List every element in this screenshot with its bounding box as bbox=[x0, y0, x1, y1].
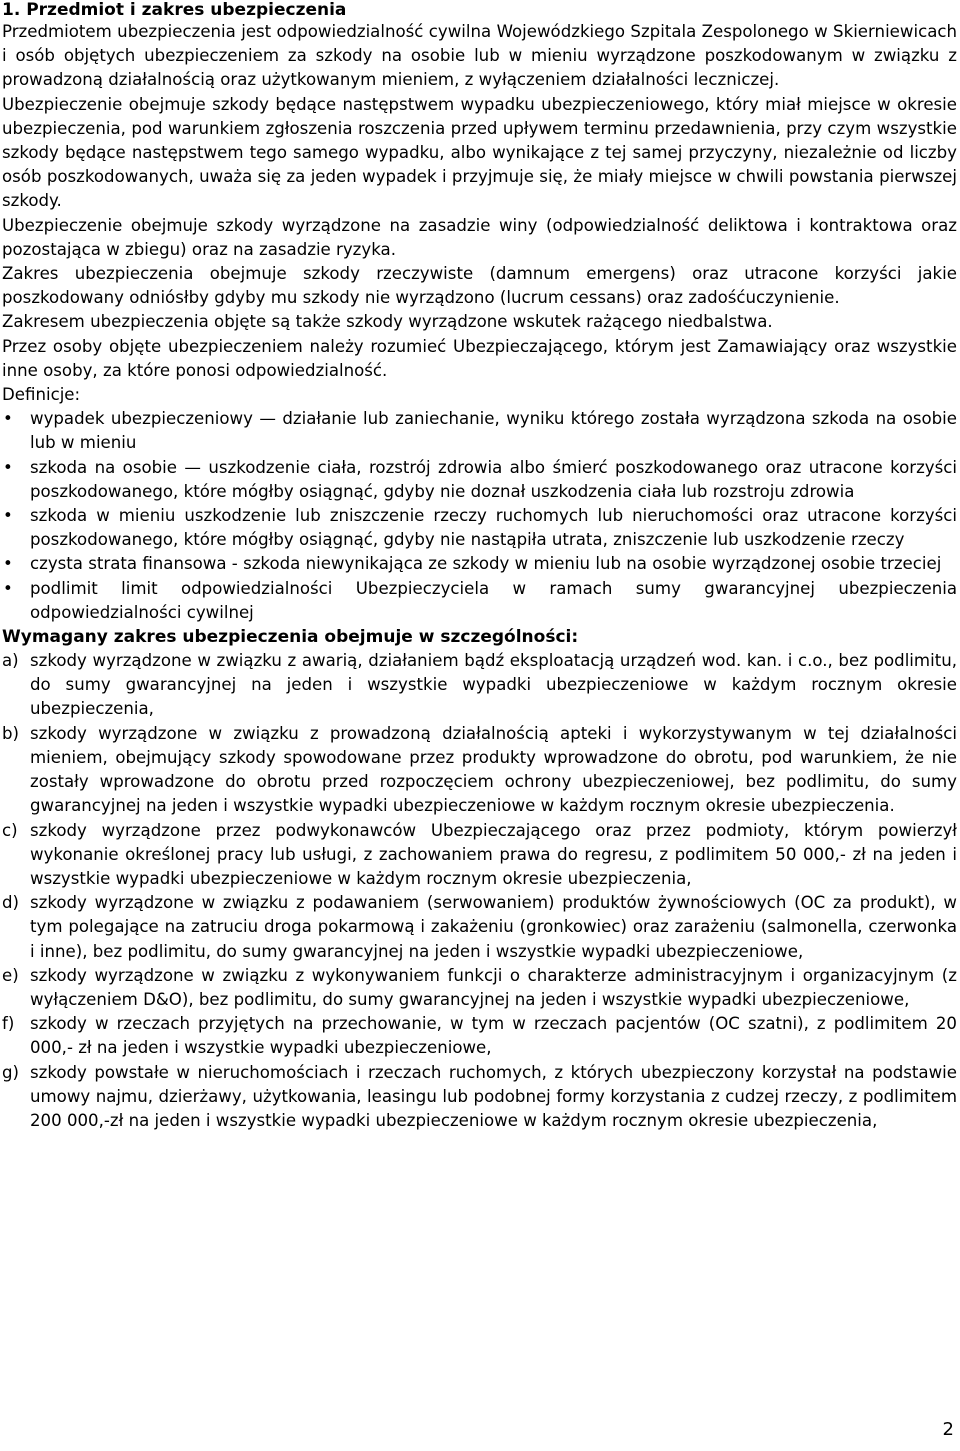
requirement-letter: b) bbox=[2, 723, 20, 743]
paragraph-insured-persons: Przez osoby objęte ubezpieczeniem należy rozumieć Ubezpieczającego, którym jest Zamawiający oraz wszystkie inne osoby, za które ponosi odpowiedzialność. bbox=[2, 336, 957, 380]
requirement-letter: f) bbox=[2, 1014, 15, 1034]
requirements-list bbox=[2, 649, 957, 1133]
requirement-item bbox=[2, 964, 957, 1012]
section-heading: 1. Przedmiot i zakres ubezpieczenia bbox=[2, 0, 347, 20]
paragraph-gross-negligence: Zakresem ubezpieczenia objęte są także szkody wyrządzone wskutek rażącego niedbalstwa. bbox=[2, 312, 773, 332]
requirement-text: szkody wyrządzone w związku z podawaniem (serwowaniem) produktów żywnościowych (OC za produkt), w tym polegające na zatruciu droga pokarmową i zakażeniu (gronkowiec) oraz zarażeniu (salmonella, czerwonka i inne), bez podlimitu, do sumy gwarancyjnej na jeden i wszystkie wypadki ubezpieczeniowe, bbox=[30, 893, 957, 961]
definitions-label: Definicje: bbox=[2, 385, 81, 405]
definition-text: szkoda w mieniu uszkodzenie lub zniszczenie rzeczy ruchomych lub nieruchomości oraz utracone korzyści poszkodowanego, które mógłby osiągnąć, gdyby nie nastąpiła utrata, zniszczenie lub uszkodzenie rzeczy bbox=[30, 506, 957, 550]
requirement-item bbox=[2, 891, 957, 964]
paragraph-subject: Przedmiotem ubezpieczenia jest odpowiedzialność cywilna Wojewódzkiego Szpitala Zespolonego w Skierniewicach i osób objętych ubezpieczeniem za szkody na osobie lub w mieniu wyrządzone poszkodowanym w związku z prowadzoną działalnością oraz użytkowanym mieniem, z wyłączeniem działalności leczniczej. bbox=[2, 22, 957, 90]
definition-text: wypadek ubezpieczeniowy — działanie lub zaniechanie, wyniku którego została wyrządzona szkoda na osobie lub w mieniu bbox=[30, 409, 957, 453]
bullet-icon: • bbox=[3, 578, 13, 598]
paragraph-fault-risk: Ubezpieczenie obejmuje szkody wyrządzone na zasadzie winy (odpowiedzialność deliktowa i kontraktowa oraz pozostająca w zbiegu) oraz na zasadzie ryzyka. bbox=[2, 215, 957, 259]
bullet-icon: • bbox=[3, 457, 13, 477]
requirement-letter: c) bbox=[2, 820, 18, 840]
requirement-text: szkody powstałe w nieruchomościach i rzeczach ruchomych, z których ubezpieczony korzystał na podstawie umowy najmu, dzierżawy, użytkowania, leasingu lub podobnej formy korzystania z cudzej rzeczy, z podlimitem 200 000,-zł na jeden i wszystkie wypadki ubezpieczeniowe w każdym rocznym okresie ubezpieczenia, bbox=[30, 1062, 957, 1130]
requirement-text: szkody wyrządzone w związku z prowadzoną działalnością apteki i wykorzystywanym w tej działalności mieniem, obejmujący szkody spowodowane przez produkty wprowadzone do obrotu, pod warunkiem, że nie zostały wprowadzone do obrotu przed rozpoczęciem ochrony ubezpieczeniowej, bez podlimitu, do sumy gwarancyjnej na jeden i wszystkie wypadki ubezpieczeniowe w każdym rocznym okresie ubezpieczenia. bbox=[30, 723, 957, 816]
requirement-letter: a) bbox=[2, 651, 19, 671]
requirement-letter: d) bbox=[2, 893, 20, 913]
definitions-list bbox=[2, 407, 957, 625]
requirement-item bbox=[2, 819, 957, 892]
definition-text: szkoda na osobie — uszkodzenie ciała, rozstrój zdrowia albo śmierć poszkodowanego oraz utracone korzyści poszkodowanego, które mógłby osiągnąć, gdyby nie doznał uszkodzenia ciała lub rozstroju zdrowia bbox=[30, 457, 957, 501]
requirement-item bbox=[2, 722, 957, 819]
requirement-text: szkody wyrządzone w związku z wykonywaniem funkcji o charakterze administracyjnym i organizacyjnym (z wyłączeniem D&O), bez podlimitu, do sumy gwarancyjnej na jeden i wszystkie wypadki ubezpieczeniowe, bbox=[30, 965, 957, 1009]
requirement-item bbox=[2, 1061, 957, 1134]
page-number: 2 bbox=[942, 1419, 954, 1440]
paragraph-coverage-events: Ubezpieczenie obejmuje szkody będące następstwem wypadku ubezpieczeniowego, który miał miejsce w okresie ubezpieczenia, pod warunkiem zgłoszenia roszczenia przed upływem terminu przedawnienia, przy czym wszystkie szkody będące następstwem tego samego wypadku, albo wynikające z tej samej przyczyny, niezależnie od liczby osób poszkodowanych, uważa się za jeden wypadek i przyjmuje się, że miały miejsce w chwili powstania pierwszej szkody. bbox=[2, 94, 957, 211]
requirement-letter: g) bbox=[2, 1062, 20, 1082]
definition-item bbox=[2, 552, 957, 576]
bullet-icon: • bbox=[3, 506, 13, 526]
requirement-text: szkody wyrządzone przez podwykonawców Ubezpieczającego oraz przez podmioty, którym powierzył wykonanie określonej pracy lub usługi, z zachowaniem prawa do regresu, z podlimitem 50 000,- zł na jeden i wszystkie wypadki ubezpieczeniowe w każdym rocznym okresie ubezpieczenia, bbox=[30, 820, 957, 888]
definition-text: czysta strata finansowa - szkoda niewynikająca ze szkody w mieniu lub na osobie wyrządzonej osobie trzeciej bbox=[30, 554, 942, 574]
definition-item bbox=[2, 407, 957, 455]
paragraph-damages-scope: Zakres ubezpieczenia obejmuje szkody rzeczywiste (damnum emergens) oraz utracone korzyści jakie poszkodowany odniósłby gdyby mu szkody nie wyrządzono (lucrum cessans) oraz zadośćuczynienie. bbox=[2, 264, 957, 308]
requirement-item bbox=[2, 649, 957, 722]
definition-item bbox=[2, 456, 957, 504]
definition-item bbox=[2, 504, 957, 552]
requirement-letter: e) bbox=[2, 965, 19, 985]
definition-text: podlimit limit odpowiedzialności Ubezpieczyciela w ramach sumy gwarancyjnej ubezpieczenia odpowiedzialności cywilnej bbox=[30, 578, 957, 622]
bullet-icon: • bbox=[3, 554, 13, 574]
bullet-icon: • bbox=[3, 409, 13, 429]
document-page bbox=[2, 0, 957, 1133]
requirement-text: szkody wyrządzone w związku z awarią, działaniem bądź eksploatacją urządzeń wod. kan. i c.o., bez podlimitu, do sumy gwarancyjnej na jeden i wszystkie wypadki ubezpieczeniowe w każdym rocznym okresie ubezpieczenia, bbox=[30, 651, 957, 719]
requirement-item bbox=[2, 1012, 957, 1060]
requirement-text: szkody w rzeczach przyjętych na przechowanie, w tym w rzeczach pacjentów (OC szatni), z podlimitem 20 000,- zł na jeden i wszystkie wypadki ubezpieczeniowe, bbox=[30, 1014, 957, 1058]
requirements-title: Wymagany zakres ubezpieczenia obejmuje w szczególności: bbox=[2, 627, 579, 648]
definition-item bbox=[2, 577, 957, 625]
